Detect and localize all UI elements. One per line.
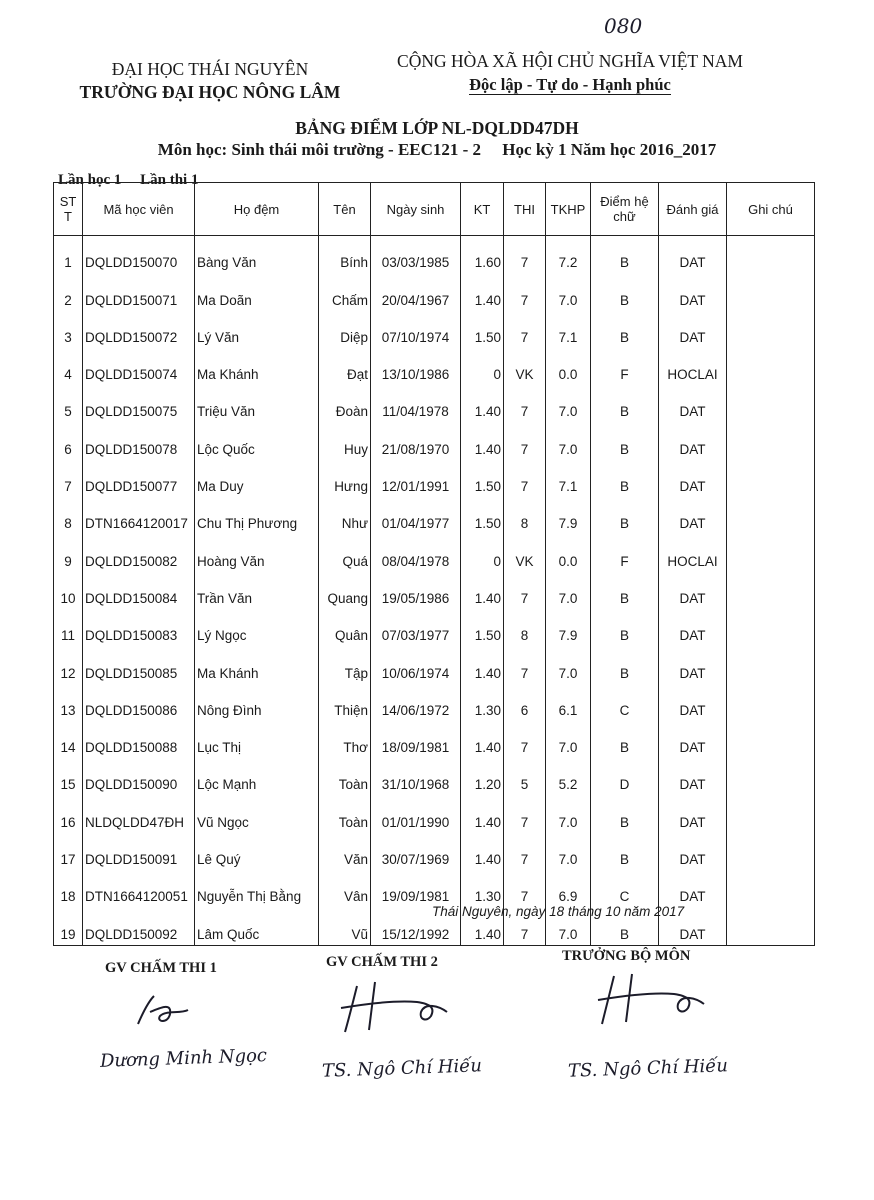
signature-mark-2 bbox=[335, 978, 455, 1038]
cell-letter-grade: C bbox=[591, 870, 659, 907]
cell-birth-date: 01/04/1977 bbox=[371, 497, 461, 534]
table-row bbox=[54, 348, 815, 385]
cell-first-name: Đoàn bbox=[319, 385, 371, 422]
signature-role-1: GV CHẤM THI 1 bbox=[105, 960, 217, 976]
header-col-kt: KT bbox=[461, 183, 504, 236]
cell-note bbox=[727, 422, 815, 459]
cell-kt-score: 1.60 bbox=[461, 236, 504, 274]
cell-evaluation: DAT bbox=[659, 273, 727, 310]
cell-exam-score: 7 bbox=[504, 236, 546, 274]
cell-row-number: 5 bbox=[54, 385, 83, 422]
cell-note bbox=[727, 273, 815, 310]
cell-evaluation: DAT bbox=[659, 684, 727, 721]
cell-row-number: 8 bbox=[54, 497, 83, 534]
cell-row-number: 19 bbox=[54, 907, 83, 945]
cell-birth-date: 07/03/1977 bbox=[371, 609, 461, 646]
cell-first-name: Như bbox=[319, 497, 371, 534]
table-row bbox=[54, 833, 815, 870]
cell-kt-score: 1.40 bbox=[461, 907, 504, 945]
cell-first-name: Vân bbox=[319, 870, 371, 907]
cell-first-name: Bính bbox=[319, 236, 371, 274]
cell-tkhp-score: 5.2 bbox=[546, 758, 591, 795]
cell-evaluation: DAT bbox=[659, 646, 727, 683]
cell-kt-score: 1.40 bbox=[461, 422, 504, 459]
table-row bbox=[54, 721, 815, 758]
cell-tkhp-score: 7.0 bbox=[546, 273, 591, 310]
cell-student-id: DQLDD150088 bbox=[83, 721, 195, 758]
cell-first-name: Thơ bbox=[319, 721, 371, 758]
cell-birth-date: 03/03/1985 bbox=[371, 236, 461, 274]
cell-letter-grade: F bbox=[591, 348, 659, 385]
cell-student-id: DQLDD150091 bbox=[83, 833, 195, 870]
cell-letter-grade: D bbox=[591, 758, 659, 795]
cell-tkhp-score: 7.0 bbox=[546, 833, 591, 870]
university-name: ĐẠI HỌC THÁI NGUYÊN bbox=[111, 59, 309, 79]
cell-tkhp-score: 0.0 bbox=[546, 348, 591, 385]
cell-exam-score: 7 bbox=[504, 646, 546, 683]
date-line: Thái Nguyên, ngày 18 tháng 10 năm 2017 bbox=[432, 904, 685, 919]
cell-letter-grade: B bbox=[591, 795, 659, 832]
cell-student-id: DQLDD150071 bbox=[83, 273, 195, 310]
cell-note bbox=[727, 534, 815, 571]
cell-first-name: Toàn bbox=[319, 795, 371, 832]
cell-tkhp-score: 7.9 bbox=[546, 497, 591, 534]
cell-first-name: Diệp bbox=[319, 311, 371, 348]
cell-birth-date: 31/10/1968 bbox=[371, 758, 461, 795]
header-col-evaluation: Đánh giá bbox=[659, 183, 727, 236]
cell-evaluation: DAT bbox=[659, 422, 727, 459]
cell-student-id: DQLDD150075 bbox=[83, 385, 195, 422]
cell-tkhp-score: 7.0 bbox=[546, 721, 591, 758]
cell-last-middle-name: Lâm Quốc bbox=[195, 907, 319, 945]
cell-kt-score: 1.50 bbox=[461, 311, 504, 348]
cell-first-name: Thiện bbox=[319, 684, 371, 721]
signature-role-2: GV CHẤM THI 2 bbox=[326, 954, 438, 970]
cell-tkhp-score: 7.1 bbox=[546, 460, 591, 497]
cell-tkhp-score: 7.0 bbox=[546, 422, 591, 459]
national-motto: Độc lập - Tự do - Hạnh phúc bbox=[469, 75, 671, 94]
cell-row-number: 15 bbox=[54, 758, 83, 795]
cell-letter-grade: F bbox=[591, 534, 659, 571]
cell-student-id: DTN1664120017 bbox=[83, 497, 195, 534]
cell-last-middle-name: Ma Khánh bbox=[195, 646, 319, 683]
cell-birth-date: 12/01/1991 bbox=[371, 460, 461, 497]
cell-birth-date: 11/04/1978 bbox=[371, 385, 461, 422]
cell-tkhp-score: 7.9 bbox=[546, 609, 591, 646]
cell-last-middle-name: Ma Doãn bbox=[195, 273, 319, 310]
cell-letter-grade: B bbox=[591, 422, 659, 459]
table-row bbox=[54, 534, 815, 571]
signature-name-1: Dương Minh Ngọc bbox=[99, 1045, 268, 1072]
cell-exam-score: 7 bbox=[504, 795, 546, 832]
cell-tkhp-score: 0.0 bbox=[546, 534, 591, 571]
table-row bbox=[54, 572, 815, 609]
cell-exam-score: 7 bbox=[504, 833, 546, 870]
cell-first-name: Vũ bbox=[319, 907, 371, 945]
cell-note bbox=[727, 609, 815, 646]
cell-last-middle-name: Lý Ngọc bbox=[195, 609, 319, 646]
page-number-mark: 080 bbox=[604, 14, 643, 38]
cell-last-middle-name: Lộc Mạnh bbox=[195, 758, 319, 795]
cell-row-number: 16 bbox=[54, 795, 83, 832]
cell-row-number: 14 bbox=[54, 721, 83, 758]
cell-note bbox=[727, 348, 815, 385]
cell-exam-score: 8 bbox=[504, 497, 546, 534]
cell-letter-grade: B bbox=[591, 572, 659, 609]
cell-exam-score: VK bbox=[504, 534, 546, 571]
cell-kt-score: 1.40 bbox=[461, 833, 504, 870]
cell-kt-score: 1.50 bbox=[461, 460, 504, 497]
cell-note bbox=[727, 385, 815, 422]
cell-letter-grade: B bbox=[591, 721, 659, 758]
cell-evaluation: DAT bbox=[659, 870, 727, 907]
cell-note bbox=[727, 795, 815, 832]
cell-kt-score: 0 bbox=[461, 534, 504, 571]
cell-exam-score: 7 bbox=[504, 311, 546, 348]
signature-mark-3 bbox=[590, 970, 710, 1030]
cell-exam-score: 7 bbox=[504, 385, 546, 422]
header-col-last-middle-name: Họ đệm bbox=[195, 183, 319, 236]
college-name: TRƯỜNG ĐẠI HỌC NÔNG LÂM bbox=[79, 82, 341, 102]
cell-row-number: 4 bbox=[54, 348, 83, 385]
cell-student-id: DQLDD150090 bbox=[83, 758, 195, 795]
course-subtitle: Môn học: Sinh thái môi trường - EEC121 - 2 Học kỳ 1 Năm học 2016_2017 bbox=[157, 140, 717, 159]
cell-kt-score: 1.40 bbox=[461, 273, 504, 310]
cell-exam-score: 7 bbox=[504, 422, 546, 459]
cell-birth-date: 30/07/1969 bbox=[371, 833, 461, 870]
cell-letter-grade: B bbox=[591, 236, 659, 274]
cell-evaluation: DAT bbox=[659, 497, 727, 534]
cell-letter-grade: B bbox=[591, 460, 659, 497]
cell-student-id: DQLDD150092 bbox=[83, 907, 195, 945]
cell-kt-score: 1.50 bbox=[461, 609, 504, 646]
table-row bbox=[54, 609, 815, 646]
table-row bbox=[54, 497, 815, 534]
country-name: CỘNG HÒA XÃ HỘI CHỦ NGHĨA VIỆT NAM bbox=[397, 51, 743, 71]
cell-note bbox=[727, 758, 815, 795]
cell-birth-date: 18/09/1981 bbox=[371, 721, 461, 758]
cell-letter-grade: B bbox=[591, 385, 659, 422]
cell-birth-date: 14/06/1972 bbox=[371, 684, 461, 721]
cell-row-number: 9 bbox=[54, 534, 83, 571]
cell-first-name: Quang bbox=[319, 572, 371, 609]
cell-exam-score: 7 bbox=[504, 870, 546, 907]
cell-note bbox=[727, 460, 815, 497]
cell-first-name: Hưng bbox=[319, 460, 371, 497]
cell-tkhp-score: 7.0 bbox=[546, 795, 591, 832]
cell-first-name: Huy bbox=[319, 422, 371, 459]
cell-exam-score: 5 bbox=[504, 758, 546, 795]
cell-evaluation: DAT bbox=[659, 385, 727, 422]
cell-first-name: Quá bbox=[319, 534, 371, 571]
cell-first-name: Tập bbox=[319, 646, 371, 683]
cell-last-middle-name: Chu Thị Phương bbox=[195, 497, 319, 534]
cell-row-number: 12 bbox=[54, 646, 83, 683]
cell-note bbox=[727, 833, 815, 870]
cell-exam-score: 7 bbox=[504, 273, 546, 310]
cell-evaluation: DAT bbox=[659, 833, 727, 870]
cell-student-id: DQLDD150085 bbox=[83, 646, 195, 683]
cell-birth-date: 07/10/1974 bbox=[371, 311, 461, 348]
cell-row-number: 11 bbox=[54, 609, 83, 646]
cell-note bbox=[727, 684, 815, 721]
cell-last-middle-name: Nông Đình bbox=[195, 684, 319, 721]
cell-birth-date: 10/06/1974 bbox=[371, 646, 461, 683]
cell-note bbox=[727, 311, 815, 348]
signature-role-3: TRƯỞNG BỘ MÔN bbox=[562, 948, 691, 964]
cell-row-number: 10 bbox=[54, 572, 83, 609]
table-row bbox=[54, 236, 815, 274]
header-col-stt: ST T bbox=[54, 183, 83, 236]
cell-tkhp-score: 7.0 bbox=[546, 572, 591, 609]
cell-last-middle-name: Ma Duy bbox=[195, 460, 319, 497]
cell-kt-score: 0 bbox=[461, 348, 504, 385]
table-body bbox=[54, 236, 815, 946]
cell-row-number: 2 bbox=[54, 273, 83, 310]
cell-exam-score: 6 bbox=[504, 684, 546, 721]
cell-tkhp-score: 6.1 bbox=[546, 684, 591, 721]
cell-evaluation: HOCLAI bbox=[659, 534, 727, 571]
cell-row-number: 18 bbox=[54, 870, 83, 907]
cell-letter-grade: B bbox=[591, 273, 659, 310]
cell-student-id: DQLDD150074 bbox=[83, 348, 195, 385]
cell-student-id: DQLDD150072 bbox=[83, 311, 195, 348]
cell-student-id: DQLDD150077 bbox=[83, 460, 195, 497]
header-col-letter-grade: Điểm hệ chữ bbox=[591, 183, 659, 236]
cell-kt-score: 1.40 bbox=[461, 795, 504, 832]
cell-birth-date: 01/01/1990 bbox=[371, 795, 461, 832]
cell-tkhp-score: 6.9 bbox=[546, 870, 591, 907]
cell-student-id: DQLDD150082 bbox=[83, 534, 195, 571]
table-row bbox=[54, 385, 815, 422]
table-row bbox=[54, 646, 815, 683]
cell-tkhp-score: 7.1 bbox=[546, 311, 591, 348]
cell-first-name: Văn bbox=[319, 833, 371, 870]
table-row bbox=[54, 273, 815, 310]
cell-tkhp-score: 7.0 bbox=[546, 907, 591, 945]
cell-last-middle-name: Lục Thị bbox=[195, 721, 319, 758]
national-header bbox=[360, 50, 780, 96]
header-col-tkhp: TKHP bbox=[546, 183, 591, 236]
table-row bbox=[54, 795, 815, 832]
cell-letter-grade: B bbox=[591, 311, 659, 348]
cell-kt-score: 1.20 bbox=[461, 758, 504, 795]
cell-note bbox=[727, 721, 815, 758]
signature-name-2: TS. Ngô Chí Hiếu bbox=[321, 1055, 483, 1082]
cell-birth-date: 13/10/1986 bbox=[371, 348, 461, 385]
cell-evaluation: DAT bbox=[659, 311, 727, 348]
cell-evaluation: DAT bbox=[659, 907, 727, 945]
cell-evaluation: HOCLAI bbox=[659, 348, 727, 385]
cell-birth-date: 19/05/1986 bbox=[371, 572, 461, 609]
cell-student-id: DQLDD150086 bbox=[83, 684, 195, 721]
cell-exam-score: 7 bbox=[504, 907, 546, 945]
cell-first-name: Chấm bbox=[319, 273, 371, 310]
cell-evaluation: DAT bbox=[659, 236, 727, 274]
table-row bbox=[54, 460, 815, 497]
cell-evaluation: DAT bbox=[659, 795, 727, 832]
cell-exam-score: VK bbox=[504, 348, 546, 385]
cell-kt-score: 1.40 bbox=[461, 646, 504, 683]
cell-first-name: Đạt bbox=[319, 348, 371, 385]
cell-exam-score: 7 bbox=[504, 572, 546, 609]
cell-student-id: NLDQLDD47ĐH bbox=[83, 795, 195, 832]
institution-header bbox=[60, 58, 360, 104]
header-col-first-name: Tên bbox=[319, 183, 371, 236]
cell-birth-date: 20/04/1967 bbox=[371, 273, 461, 310]
cell-kt-score: 1.40 bbox=[461, 385, 504, 422]
table-row bbox=[54, 311, 815, 348]
cell-last-middle-name: Hoàng Văn bbox=[195, 534, 319, 571]
cell-note bbox=[727, 236, 815, 274]
cell-letter-grade: B bbox=[591, 833, 659, 870]
cell-evaluation: DAT bbox=[659, 609, 727, 646]
cell-letter-grade: B bbox=[591, 497, 659, 534]
cell-first-name: Toàn bbox=[319, 758, 371, 795]
cell-tkhp-score: 7.0 bbox=[546, 646, 591, 683]
cell-last-middle-name: Lê Quý bbox=[195, 833, 319, 870]
grades-table bbox=[53, 182, 815, 946]
cell-student-id: DQLDD150078 bbox=[83, 422, 195, 459]
cell-row-number: 13 bbox=[54, 684, 83, 721]
cell-kt-score: 1.30 bbox=[461, 870, 504, 907]
attempt-info: Lần học 1 Lần thi 1 bbox=[58, 172, 199, 188]
cell-student-id: DQLDD150070 bbox=[83, 236, 195, 274]
cell-row-number: 6 bbox=[54, 422, 83, 459]
cell-row-number: 3 bbox=[54, 311, 83, 348]
header-col-student-id: Mã học viên bbox=[83, 183, 195, 236]
cell-evaluation: DAT bbox=[659, 758, 727, 795]
cell-student-id: DTN1664120051 bbox=[83, 870, 195, 907]
cell-letter-grade: C bbox=[591, 684, 659, 721]
cell-birth-date: 08/04/1978 bbox=[371, 534, 461, 571]
cell-last-middle-name: Lộc Quốc bbox=[195, 422, 319, 459]
cell-last-middle-name: Triệu Văn bbox=[195, 385, 319, 422]
cell-row-number: 7 bbox=[54, 460, 83, 497]
cell-birth-date: 21/08/1970 bbox=[371, 422, 461, 459]
document-title: BẢNG ĐIỂM LỚP NL-DQLDD47DH bbox=[295, 118, 579, 138]
table-row bbox=[54, 758, 815, 795]
cell-last-middle-name: Vũ Ngọc bbox=[195, 795, 319, 832]
cell-evaluation: DAT bbox=[659, 721, 727, 758]
cell-row-number: 17 bbox=[54, 833, 83, 870]
cell-letter-grade: B bbox=[591, 609, 659, 646]
cell-row-number: 1 bbox=[54, 236, 83, 274]
cell-kt-score: 1.50 bbox=[461, 497, 504, 534]
cell-last-middle-name: Lý Văn bbox=[195, 311, 319, 348]
cell-letter-grade: B bbox=[591, 907, 659, 945]
table-header-row bbox=[54, 183, 815, 236]
cell-exam-score: 7 bbox=[504, 460, 546, 497]
cell-student-id: DQLDD150083 bbox=[83, 609, 195, 646]
cell-letter-grade: B bbox=[591, 646, 659, 683]
cell-birth-date: 15/12/1992 bbox=[371, 907, 461, 945]
cell-tkhp-score: 7.2 bbox=[546, 236, 591, 274]
cell-exam-score: 7 bbox=[504, 721, 546, 758]
header-col-birth-date: Ngày sinh bbox=[371, 183, 461, 236]
cell-first-name: Quân bbox=[319, 609, 371, 646]
cell-exam-score: 8 bbox=[504, 609, 546, 646]
signature-mark-1 bbox=[130, 990, 200, 1035]
table-row bbox=[54, 870, 815, 907]
cell-student-id: DQLDD150084 bbox=[83, 572, 195, 609]
cell-kt-score: 1.30 bbox=[461, 684, 504, 721]
cell-note bbox=[727, 646, 815, 683]
table-row bbox=[54, 684, 815, 721]
cell-note bbox=[727, 572, 815, 609]
cell-evaluation: DAT bbox=[659, 460, 727, 497]
cell-last-middle-name: Bàng Văn bbox=[195, 236, 319, 274]
table-row bbox=[54, 422, 815, 459]
cell-note bbox=[727, 497, 815, 534]
signature-name-3: TS. Ngô Chí Hiếu bbox=[567, 1055, 729, 1082]
cell-last-middle-name: Trần Văn bbox=[195, 572, 319, 609]
cell-kt-score: 1.40 bbox=[461, 721, 504, 758]
cell-tkhp-score: 7.0 bbox=[546, 385, 591, 422]
cell-note bbox=[727, 870, 815, 907]
header-col-notes: Ghi chú bbox=[727, 183, 815, 236]
cell-note bbox=[727, 907, 815, 945]
cell-kt-score: 1.40 bbox=[461, 572, 504, 609]
cell-birth-date: 19/09/1981 bbox=[371, 870, 461, 907]
cell-evaluation: DAT bbox=[659, 572, 727, 609]
cell-last-middle-name: Ma Khánh bbox=[195, 348, 319, 385]
header-col-thi: THI bbox=[504, 183, 546, 236]
cell-last-middle-name: Nguyễn Thị Bằng bbox=[195, 870, 319, 907]
